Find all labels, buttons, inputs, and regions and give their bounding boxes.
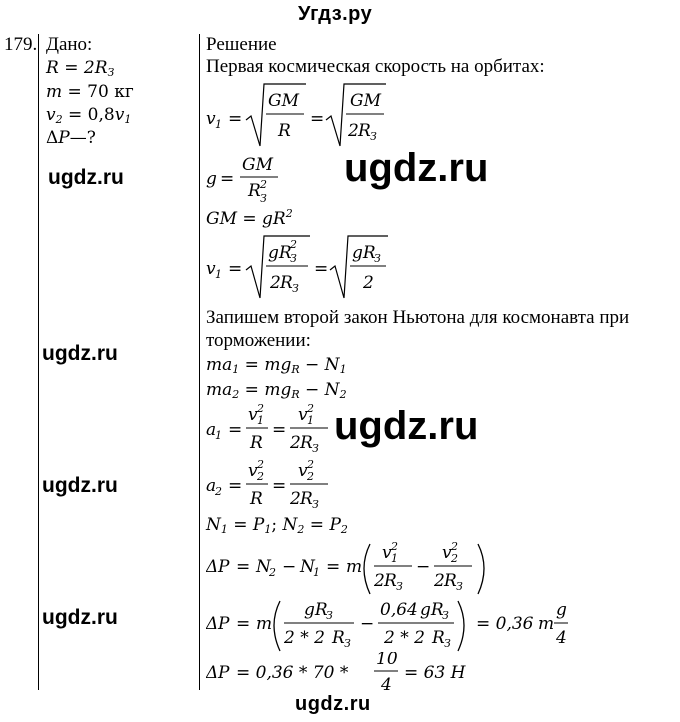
svg-text:g: g xyxy=(206,169,217,189)
watermark: ugdz.ru xyxy=(344,146,489,190)
svg-text:a: a xyxy=(206,476,217,496)
svg-text:2: 2 xyxy=(290,238,297,251)
problem-number: 179. xyxy=(4,34,38,55)
svg-text:2: 2 xyxy=(307,470,314,483)
svg-text:v: v xyxy=(442,543,452,563)
svg-text:2: 2 xyxy=(215,485,222,498)
equation-v1-graphic xyxy=(206,80,396,152)
svg-text:1: 1 xyxy=(215,118,222,131)
svg-text:2: 2 xyxy=(374,571,385,591)
svg-text:2: 2 xyxy=(434,571,445,591)
svg-text:=: = xyxy=(228,259,243,279)
watermark: ugdz.ru xyxy=(42,474,118,497)
svg-text:m: m xyxy=(346,557,363,577)
given-line-mass: m = 70 кг xyxy=(46,82,134,102)
svg-text:2 * 2: 2 * 2 xyxy=(284,628,325,648)
svg-text:2 * 2: 2 * 2 xyxy=(384,628,425,648)
svg-text:2: 2 xyxy=(391,540,398,553)
svg-text:З: З xyxy=(292,282,299,295)
equation-a1-graphic xyxy=(206,402,346,458)
svg-text:2: 2 xyxy=(257,458,264,471)
svg-text:2: 2 xyxy=(290,433,301,453)
svg-text:R: R xyxy=(358,121,371,141)
svg-text:2: 2 xyxy=(451,540,458,553)
svg-text:З: З xyxy=(396,580,403,593)
svg-text:З: З xyxy=(442,609,449,622)
svg-text:=: = xyxy=(220,169,235,189)
svg-text:=: = xyxy=(228,476,243,496)
svg-text:10: 10 xyxy=(376,652,398,669)
watermark: ugdz.ru xyxy=(42,606,118,629)
equation-n: $N_1 = P_1$; $N_2 = P_2$ xyxy=(206,515,348,536)
svg-text:З: З xyxy=(312,442,319,455)
svg-text:P: P xyxy=(218,614,230,634)
equation-ma2: $ma_2 = mg_R - N_2$ xyxy=(206,380,347,401)
svg-text:m: m xyxy=(256,614,273,634)
svg-text:З: З xyxy=(312,498,319,511)
equation-g xyxy=(206,152,296,213)
svg-text:v: v xyxy=(248,405,258,425)
given-line-unknown: ΔP—? xyxy=(46,128,96,148)
svg-text:v: v xyxy=(206,259,216,279)
equation-a1 xyxy=(206,402,346,463)
svg-text:= 63 Н: = 63 Н xyxy=(404,663,466,683)
svg-text:v: v xyxy=(382,543,392,563)
given-title: Дано: xyxy=(46,34,93,55)
equation-dp1-graphic xyxy=(206,538,506,598)
svg-text:=: = xyxy=(314,259,329,279)
site-title: Угдз.ру xyxy=(298,3,373,25)
svg-text:2: 2 xyxy=(307,402,314,415)
svg-text:З: З xyxy=(370,130,377,143)
svg-text:З: З xyxy=(374,252,381,265)
svg-text:v: v xyxy=(248,461,258,481)
svg-text:З: З xyxy=(326,609,333,622)
svg-text:=: = xyxy=(272,420,287,440)
svg-text:R: R xyxy=(278,121,291,141)
svg-text:= 0,36: = 0,36 xyxy=(476,614,534,634)
svg-text:v: v xyxy=(298,461,308,481)
svg-text:P: P xyxy=(218,663,230,683)
given-line-radius: $R = 2R_З$ xyxy=(46,58,115,79)
svg-text:2: 2 xyxy=(269,566,276,579)
svg-text:GM: GM xyxy=(350,91,381,111)
svg-text:R: R xyxy=(280,273,293,293)
svg-text:P: P xyxy=(218,557,230,577)
svg-text:=: = xyxy=(326,557,341,577)
svg-text:2: 2 xyxy=(307,458,314,471)
svg-text:2: 2 xyxy=(257,402,264,415)
svg-text:2: 2 xyxy=(348,121,359,141)
svg-text:gR: gR xyxy=(420,600,444,620)
svg-text:1: 1 xyxy=(391,552,398,565)
svg-text:=: = xyxy=(236,557,251,577)
equation-dp2-graphic xyxy=(206,597,586,655)
equation-a2 xyxy=(206,458,346,519)
equation-gm: GM = $gR^2$ xyxy=(206,207,293,229)
svg-text:=: = xyxy=(228,109,243,129)
svg-text:=: = xyxy=(272,476,287,496)
svg-text:1: 1 xyxy=(215,268,222,281)
equation-a2-graphic xyxy=(206,458,346,514)
watermark: ugdz.ru xyxy=(48,166,124,189)
svg-text:=: = xyxy=(228,420,243,440)
svg-text:R: R xyxy=(300,489,313,509)
svg-text:N: N xyxy=(256,557,271,577)
svg-text:1: 1 xyxy=(307,414,314,427)
svg-text:N: N xyxy=(300,557,315,577)
svg-text:R: R xyxy=(444,571,457,591)
svg-text:= 0,36 * 70 *: = 0,36 * 70 * xyxy=(236,663,349,683)
svg-text:З: З xyxy=(260,192,267,205)
equation-v1-substituted-graphic xyxy=(206,232,406,304)
svg-text:R: R xyxy=(250,433,263,453)
solution-title: Решение xyxy=(206,34,277,55)
svg-text:gR: gR xyxy=(268,243,292,263)
svg-text:4: 4 xyxy=(381,675,392,695)
svg-text:2: 2 xyxy=(270,273,281,293)
svg-text:1: 1 xyxy=(257,414,264,427)
svg-text:gR: gR xyxy=(352,243,376,263)
svg-text:−: − xyxy=(360,614,375,634)
equation-dp2 xyxy=(206,597,586,660)
svg-text:=: = xyxy=(236,614,251,634)
svg-text:−: − xyxy=(282,557,297,577)
equation-ma1: $ma_1 = mg_R - N_1$ xyxy=(206,355,347,376)
svg-text:GM: GM xyxy=(242,155,273,175)
newton-text-line2: торможении: xyxy=(206,330,311,351)
svg-text:Δ: Δ xyxy=(206,557,219,577)
svg-text:=: = xyxy=(310,109,325,129)
svg-text:R: R xyxy=(384,571,397,591)
column-divider-line xyxy=(199,34,200,690)
svg-text:1: 1 xyxy=(313,566,320,579)
svg-text:v: v xyxy=(206,109,216,129)
svg-text:2: 2 xyxy=(451,552,458,565)
newton-text-line1: Запишем второй закон Ньютона для космонавта при xyxy=(206,307,630,328)
equation-v1-substituted xyxy=(206,232,406,309)
svg-text:gR: gR xyxy=(304,600,328,620)
svg-text:a: a xyxy=(206,420,217,440)
svg-text:2: 2 xyxy=(260,178,267,191)
svg-text:R: R xyxy=(332,628,345,648)
footer-watermark: ugdz.ru xyxy=(295,693,371,715)
given-line-speed: $v_2 = 0,8v_1$ xyxy=(46,105,132,126)
svg-text:Δ: Δ xyxy=(206,614,219,634)
svg-text:m: m xyxy=(538,614,555,634)
svg-text:З: З xyxy=(344,637,351,650)
svg-text:R: R xyxy=(300,433,313,453)
svg-text:2: 2 xyxy=(290,489,301,509)
svg-text:R: R xyxy=(248,181,261,201)
svg-text:2: 2 xyxy=(363,273,374,293)
svg-text:−: − xyxy=(416,557,431,577)
svg-text:З: З xyxy=(456,580,463,593)
equation-dp1 xyxy=(206,538,506,603)
svg-text:R: R xyxy=(432,628,445,648)
svg-text:g: g xyxy=(556,600,567,620)
svg-text:2: 2 xyxy=(257,470,264,483)
solution-intro: Первая космическая скорость на орбитах: xyxy=(206,56,545,77)
left-border-line xyxy=(38,34,39,690)
svg-text:GM: GM xyxy=(268,91,299,111)
watermark: ugdz.ru xyxy=(334,404,479,448)
watermark: ugdz.ru xyxy=(42,342,118,365)
equation-g-graphic xyxy=(206,152,296,208)
svg-text:1: 1 xyxy=(215,429,222,442)
svg-text:R: R xyxy=(250,489,263,509)
svg-text:З: З xyxy=(444,637,451,650)
svg-text:0,64: 0,64 xyxy=(380,600,418,620)
svg-text:З: З xyxy=(290,252,297,265)
svg-text:v: v xyxy=(298,405,308,425)
svg-text:Δ: Δ xyxy=(206,663,219,683)
svg-text:4: 4 xyxy=(556,628,567,648)
